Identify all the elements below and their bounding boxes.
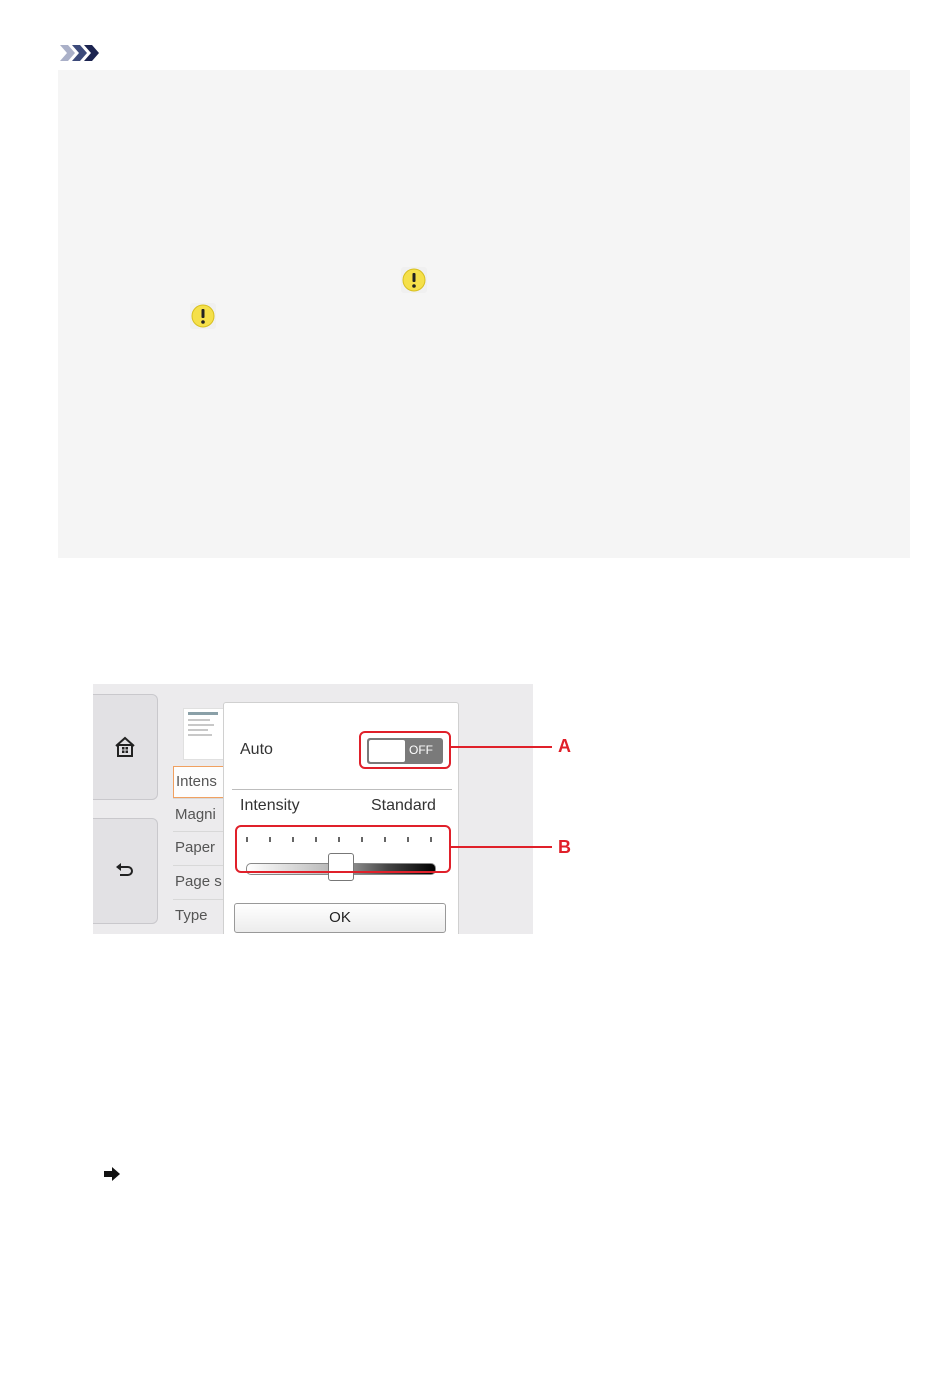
callout-a-line [449,746,552,748]
auto-label: Auto [240,741,273,758]
back-button[interactable] [93,818,158,924]
intensity-value: Standard [371,797,436,814]
callout-a-letter: A [558,736,571,756]
document-thumbnail [183,708,225,760]
menu-item-type[interactable]: Type [175,907,208,924]
printer-screen [93,684,533,934]
back-icon [113,859,137,883]
callout-a-highlight [359,731,451,769]
intensity-label: Intensity [240,797,300,814]
home-button[interactable] [93,694,158,800]
callout-b-highlight [235,825,451,873]
menu-item-page-setup[interactable]: Page s [175,873,222,890]
warning-icon [190,303,216,329]
callout-b-line [449,846,552,848]
arrow-right-icon[interactable] [104,1167,122,1181]
callout-b-letter: B [558,837,571,857]
note-box [58,70,910,558]
warning-icon [401,267,427,293]
menu-item-paper[interactable]: Paper [175,839,216,856]
panel-divider [232,789,452,790]
menu-item-intensity[interactable]: Intens [173,766,237,798]
toggle-state-text: OFF [409,743,433,757]
ok-button[interactable]: OK [234,903,446,933]
note-chevrons-icon [60,44,104,62]
menu-item-magnification[interactable]: Magni [175,806,216,823]
home-icon [113,735,137,759]
